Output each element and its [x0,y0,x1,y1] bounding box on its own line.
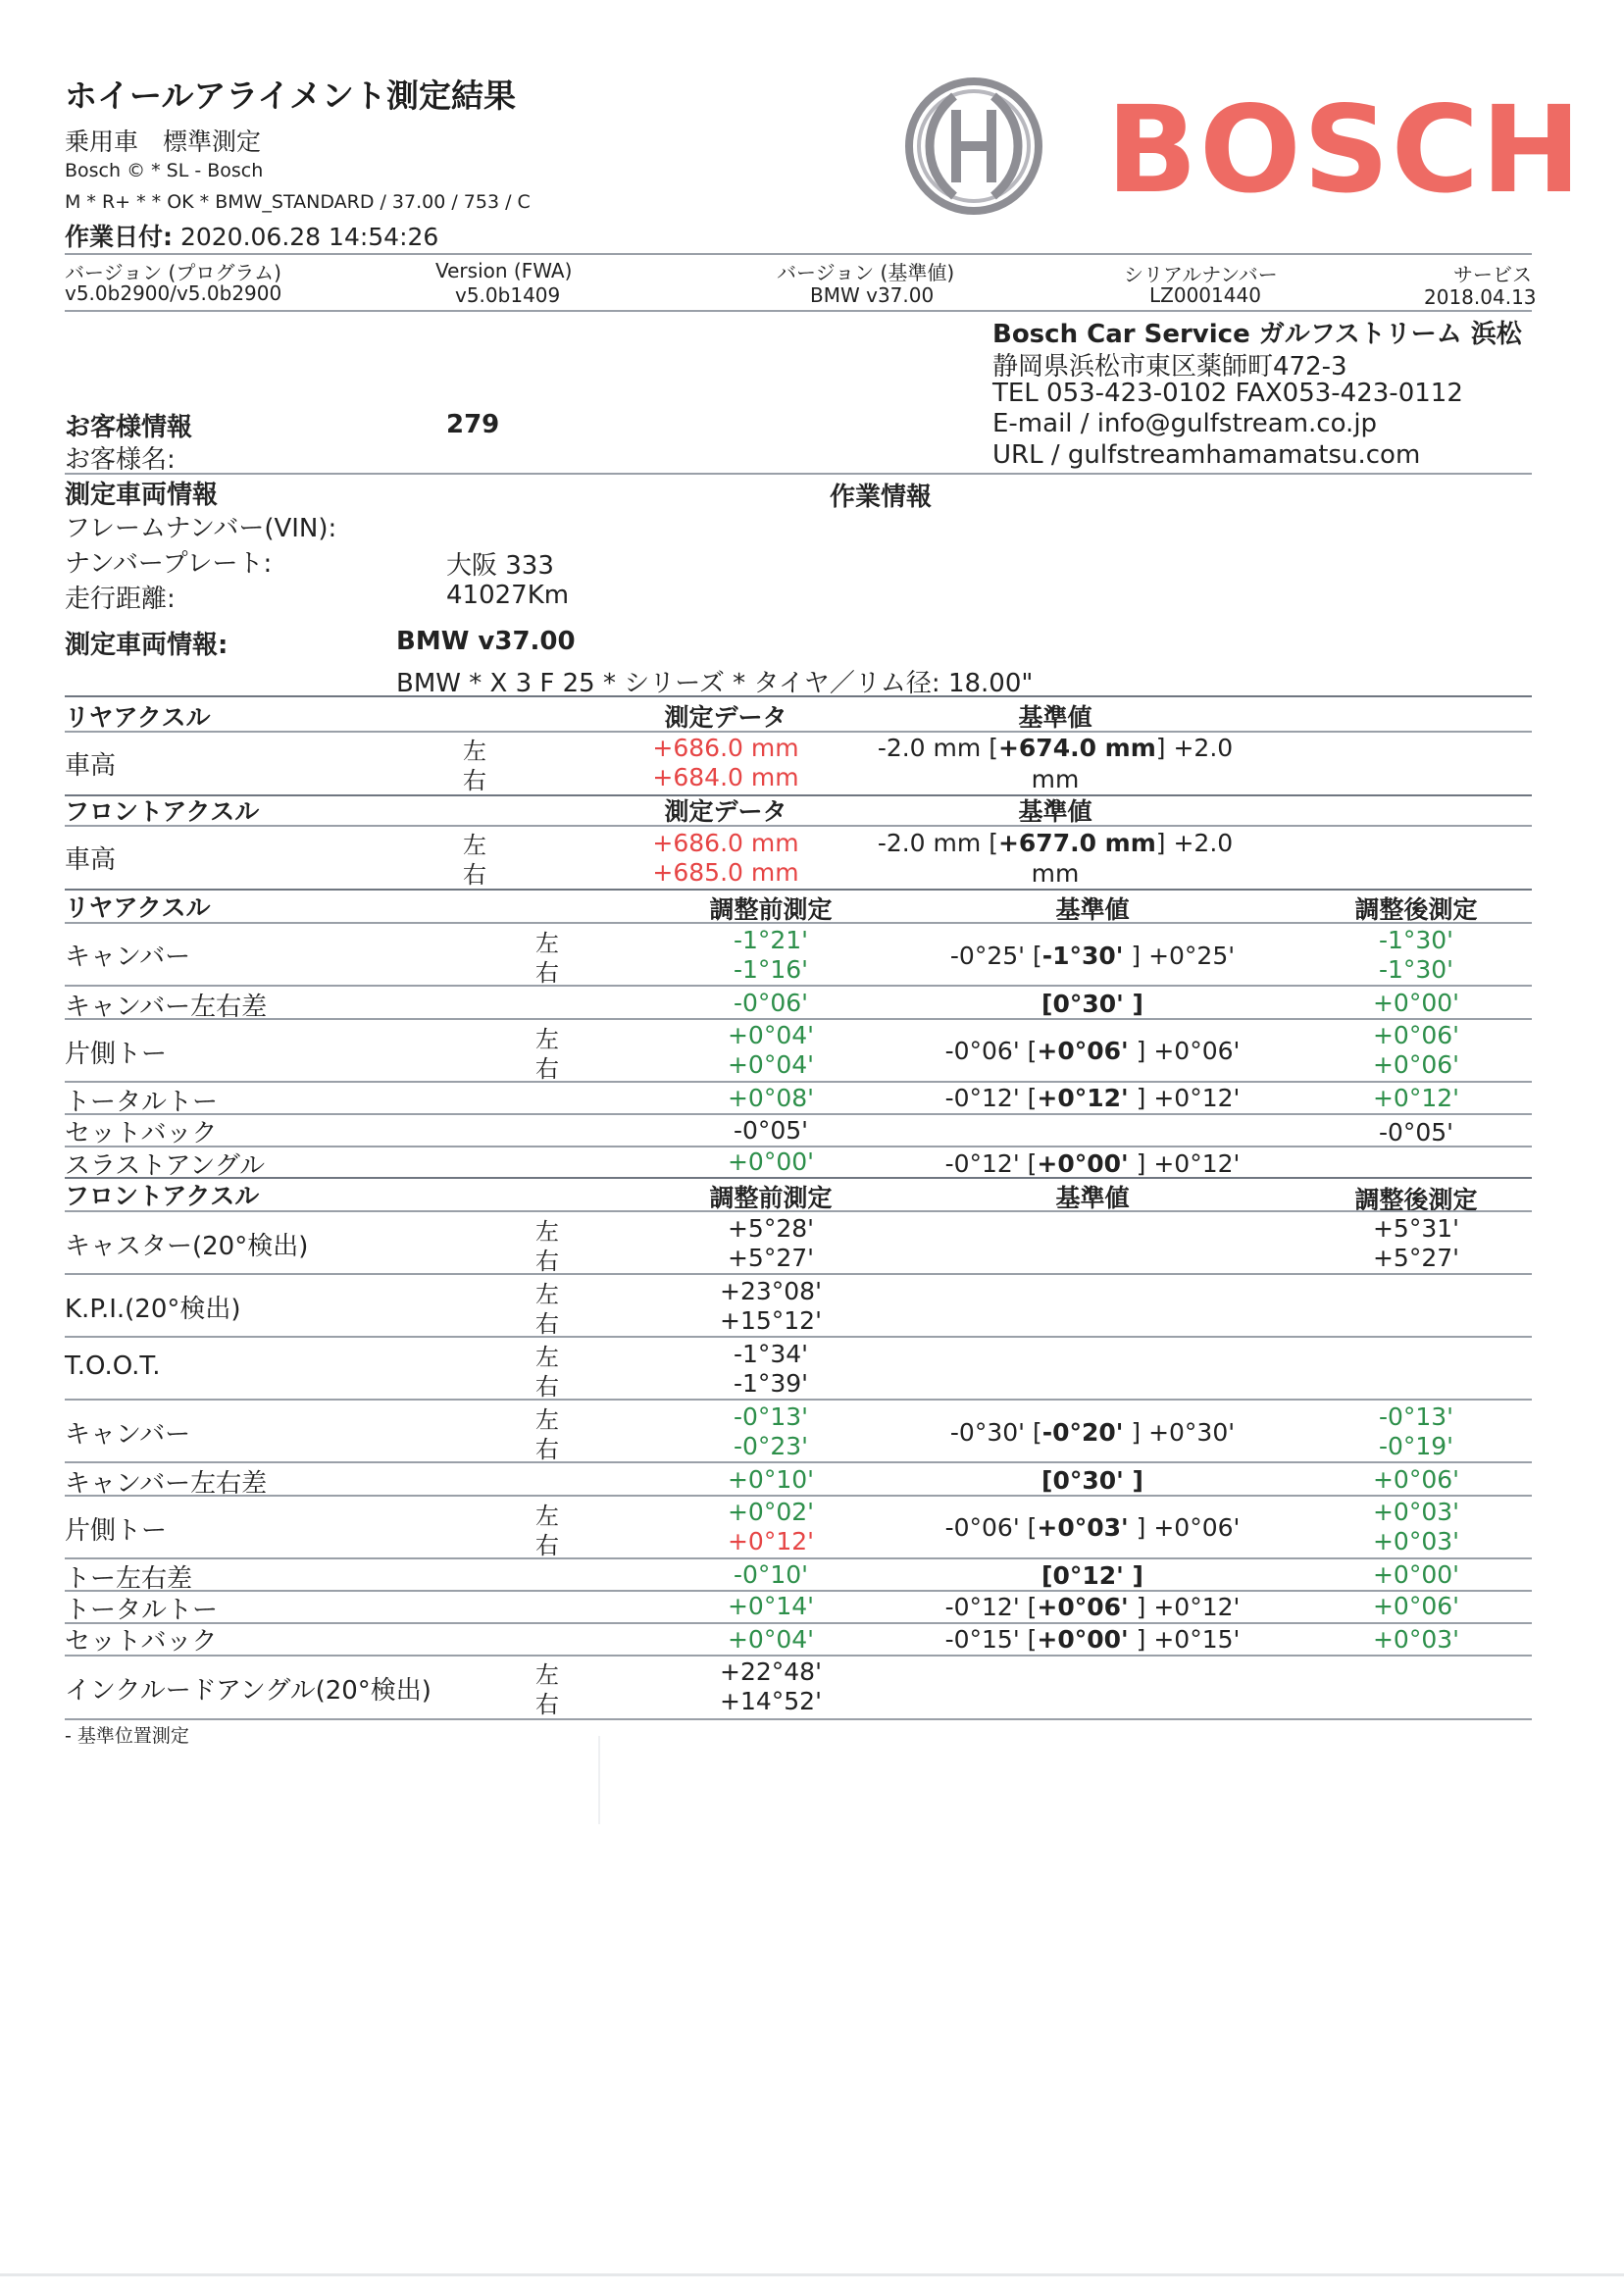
caster-label: キャスター(20°検出) [65,1232,309,1261]
col-spec: 基準値 [1018,797,1092,826]
front-camber-after-right: -0°19' [1378,1432,1454,1460]
front-height-spec [849,829,1261,857]
front-camber-diff-label: キャンバー左右差 [65,1469,268,1499]
divider [65,1557,1532,1559]
shop-url: URL / gulfstreamhamamatsu.com [992,440,1421,470]
rear-setback-after: -0°05' [1378,1118,1454,1147]
front-setback-spec [887,1625,1298,1654]
shop-tel: TEL 053-423-0102 FAX053-423-0112 [992,379,1463,408]
left-marker: 左 [535,930,559,957]
col-measured: 測定データ [664,703,787,732]
right-marker: 右 [463,861,486,889]
spec-min: -0°12' [ [944,1149,1038,1178]
spec-nominal: +674.0 mm [997,734,1156,762]
front-total-toe-after: +0°06' [1372,1592,1460,1620]
spec-max: ] +2.0 [1155,829,1234,857]
left-marker: 左 [463,738,486,765]
shop-name: Bosch Car Service ガルフストリーム 浜松 [992,320,1522,349]
caster-after-left: +5°31' [1372,1214,1460,1243]
rear-camber-before-left: -1°21' [733,926,809,954]
spec-nominal: -0°20' [1041,1418,1124,1447]
version-spec-label: バージョン (基準値) [777,261,955,284]
work-date-label: 作業日付: [65,223,173,251]
rear-height-spec-unit: mm [1031,765,1080,793]
front-toe-after-left: +0°03' [1372,1498,1460,1526]
spec-max: ] +0°12' [1128,1084,1241,1112]
right-marker: 右 [535,1532,559,1559]
col-before: 調整前測定 [709,1184,833,1212]
page-subtitle: 乗用車 標準測定 [65,127,262,156]
version-fwa-value: v5.0b1409 [455,283,561,307]
mileage-label: 走行距離: [65,585,176,614]
kpi-before-right: +15°12' [720,1306,822,1335]
rear-toe-label: 片側トー [65,1040,168,1069]
rear-height-left: +686.0 mm [652,734,799,762]
bosch-wordmark: BOSCH [1106,80,1584,220]
vehicle-spec-value: BMW v37.00 [396,627,576,656]
rear-camber-after-right: -1°30' [1378,955,1454,984]
col-spec: 基準値 [1055,895,1130,924]
thrust-angle-label: スラストアングル [65,1151,266,1181]
col-spec: 基準値 [1055,1184,1130,1212]
rear-toe-before-left: +0°04' [727,1021,815,1049]
footer-note: - 基準位置測定 [65,1725,189,1747]
spec-nominal: +0°00' [1037,1149,1129,1178]
divider [65,1336,1532,1338]
divider [65,695,1532,697]
front-camber-label: キャンバー [65,1420,191,1450]
right-marker: 右 [463,767,486,794]
front-toe-diff-spec: [0°12' ] [1041,1561,1143,1590]
front-camber-spec [887,1418,1298,1447]
front-camber-before-left: -0°13' [733,1402,809,1431]
caster-before-left: +5°28' [727,1214,815,1243]
version-spec-value: BMW v37.00 [810,283,935,307]
rear-axle-title: リヤアクスル [65,703,211,732]
vin-label: フレームナンバー(VIN): [65,514,337,543]
customer-name-label: お客様名: [65,445,176,475]
page-title: ホイールアライメント測定結果 [65,76,517,115]
col-after: 調整後測定 [1354,895,1478,924]
spec-nominal: +0°06' [1037,1593,1129,1621]
spec-nominal: +0°12' [1037,1084,1129,1112]
ride-height-label: 車高 [65,751,117,781]
divider [65,1273,1532,1275]
spec-max: ] +0°06' [1128,1037,1241,1065]
spec-max: ] +0°12' [1128,1593,1241,1621]
left-marker: 左 [535,1503,559,1530]
ride-height-label: 車高 [65,845,117,875]
rear-setback-before: -0°05' [733,1116,809,1145]
rear-axle-title: リヤアクスル [65,893,211,922]
rear-toe-spec [887,1037,1298,1065]
rear-total-toe-label: トータルトー [65,1088,219,1117]
front-total-toe-label: トータルトー [65,1596,219,1625]
scan-artifact [0,2273,1624,2276]
serial-number-value: LZ0001440 [1149,283,1261,307]
rear-camber-before-right: -1°16' [733,955,809,984]
divider [65,253,1532,255]
right-marker: 右 [535,1310,559,1338]
right-marker: 右 [535,959,559,987]
divider [65,1622,1532,1624]
divider [65,1461,1532,1463]
left-marker: 左 [535,1661,559,1689]
divider [65,985,1532,987]
right-marker: 右 [535,1055,559,1083]
divider [65,1655,1532,1657]
divider [65,922,1532,924]
service-date: 2018.04.13 [1424,285,1537,309]
right-marker: 右 [535,1436,559,1463]
rear-setback-label: セットバック [65,1119,218,1148]
included-angle-label: インクルードアングル(20°検出) [65,1676,431,1706]
rear-toe-after-left: +0°06' [1372,1021,1460,1049]
divider [65,1081,1532,1083]
divider [65,825,1532,827]
rear-height-spec [849,734,1261,762]
right-marker: 右 [535,1248,559,1275]
spec-min: -0°15' [ [944,1625,1038,1654]
spec-min: -2.0 mm [ [877,829,998,857]
front-toe-spec [887,1513,1298,1542]
divider [65,310,1532,312]
right-marker: 右 [535,1691,559,1718]
service-label: サービス [1453,263,1532,286]
caster-after-right: +5°27' [1372,1244,1460,1272]
thrust-angle-spec [887,1149,1298,1178]
serial-number-label: シリアルナンバー [1124,263,1278,286]
divider [65,1399,1532,1401]
rear-toe-after-right: +0°06' [1372,1050,1460,1079]
col-measured: 測定データ [664,797,787,826]
work-info-label: 作業情報 [830,483,933,512]
left-marker: 左 [535,1281,559,1308]
front-setback-label: セットバック [65,1627,218,1657]
left-marker: 左 [535,1344,559,1371]
front-axle-title: フロントアクスル [65,1182,260,1210]
spec-min: -0°12' [ [944,1593,1038,1621]
spec-min: -0°25' [ [949,942,1042,970]
divider [65,1210,1532,1212]
included-angle-before-right: +14°52' [720,1687,822,1715]
front-toe-label: 片側トー [65,1516,168,1546]
front-axle-title: フロントアクスル [65,797,260,826]
rear-camber-after-left: -1°30' [1378,926,1454,954]
toot-before-right: -1°39' [733,1369,809,1398]
spec-nominal: +677.0 mm [997,829,1156,857]
rear-total-toe-after: +0°12' [1372,1084,1460,1112]
plate-label: ナンバープレート: [65,549,273,579]
kpi-before-left: +23°08' [720,1277,822,1305]
mileage-value: 41027Km [446,581,570,610]
thrust-angle-before: +0°00' [727,1147,815,1176]
spec-max: ] +0°30' [1123,1418,1236,1447]
front-camber-diff-before: +0°10' [727,1465,815,1494]
toot-label: T.O.O.T. [65,1351,161,1381]
kpi-label: K.P.I.(20°検出) [65,1295,241,1324]
rear-total-toe-before: +0°08' [727,1084,815,1112]
rear-toe-before-right: +0°04' [727,1050,815,1079]
spec-min: -2.0 mm [ [877,734,998,762]
rear-camber-diff-spec: [0°30' ] [1041,990,1143,1018]
left-marker: 左 [535,1026,559,1053]
front-camber-after-left: -0°13' [1378,1402,1454,1431]
header-line-2: M * R+ * * OK * BMW_STANDARD / 37.00 / 753 / C [65,191,531,213]
left-marker: 左 [535,1218,559,1246]
version-fwa-label: Version (FWA) [435,259,573,282]
version-program-value: v5.0b2900/v5.0b2900 [65,281,282,305]
col-spec: 基準値 [1018,703,1092,732]
divider [65,1718,1532,1720]
spec-max: ] +0°12' [1128,1149,1241,1178]
divider [65,1495,1532,1497]
rear-camber-diff-label: キャンバー左右差 [65,993,268,1022]
right-marker: 右 [535,1373,559,1401]
front-setback-before: +0°04' [727,1625,815,1654]
rear-height-right: +684.0 mm [652,763,799,791]
front-height-right: +685.0 mm [652,858,799,887]
front-setback-after: +0°03' [1372,1625,1460,1654]
front-toe-before-left: +0°02' [727,1498,815,1526]
rear-camber-spec [887,942,1298,970]
vehicle-section-label: 測定車両情報 [65,481,219,510]
spec-nominal: -1°30' [1041,942,1124,970]
header-line-1: Bosch © * SL - Bosch [65,160,264,181]
front-toe-diff-after: +0°00' [1372,1560,1460,1589]
customer-info-value: 279 [446,410,500,439]
vehicle-spec-label: 測定車両情報: [65,631,228,660]
divider [65,1113,1532,1115]
left-marker: 左 [463,832,486,859]
spec-max: ] +0°06' [1128,1513,1241,1542]
caster-before-right: +5°27' [727,1244,815,1272]
spec-max: ] +0°25' [1123,942,1236,970]
shop-address: 静岡県浜松市東区薬師町472-3 [992,352,1347,382]
spec-min: -0°06' [ [944,1513,1038,1542]
front-height-left: +686.0 mm [652,829,799,857]
rear-total-toe-spec [887,1084,1298,1112]
work-date-value: 2020.06.28 14:54:26 [179,223,439,251]
divider [65,1018,1532,1020]
spec-nominal: +0°03' [1037,1513,1129,1542]
customer-info-label: お客様情報 [65,413,193,442]
spec-min: -0°06' [ [944,1037,1038,1065]
scan-artifact [598,1736,600,1824]
rear-camber-label: キャンバー [65,943,191,972]
work-date [65,218,438,253]
bosch-armature-logo [900,73,1047,224]
toot-before-left: -1°34' [733,1340,809,1368]
front-toe-diff-before: -0°10' [733,1560,809,1589]
divider [65,731,1532,733]
shop-email: E-mail / info@gulfstream.co.jp [992,409,1378,438]
front-camber-diff-spec: [0°30' ] [1041,1466,1143,1495]
spec-min: -0°30' [ [949,1418,1042,1447]
spec-min: -0°12' [ [944,1084,1038,1112]
front-camber-diff-after: +0°06' [1372,1465,1460,1494]
spec-max: ] +0°15' [1128,1625,1241,1654]
rear-camber-diff-after: +0°00' [1372,989,1460,1017]
front-height-spec-unit: mm [1031,859,1080,888]
front-camber-before-right: -0°23' [733,1432,809,1460]
front-toe-after-right: +0°03' [1372,1527,1460,1555]
col-before: 調整前測定 [709,895,833,924]
left-marker: 左 [535,1406,559,1434]
front-toe-before-right: +0°12' [727,1527,815,1555]
front-total-toe-spec [887,1593,1298,1621]
col-after: 調整後測定 [1354,1186,1478,1214]
spec-max: ] +2.0 [1155,734,1234,762]
vehicle-spec-desc: BMW * X 3 F 25 * シリーズ * タイヤ／リム径: 18.00" [396,669,1034,698]
front-total-toe-before: +0°14' [727,1592,815,1620]
plate-value: 大阪 333 [446,551,554,581]
rear-camber-diff-before: -0°06' [733,989,809,1017]
divider [65,473,1532,475]
included-angle-before-left: +22°48' [720,1657,822,1686]
version-program-label: バージョン (プログラム) [65,261,281,284]
spec-nominal: +0°00' [1037,1625,1129,1654]
spec-nominal: +0°06' [1037,1037,1129,1065]
front-toe-diff-label: トー左右差 [65,1564,193,1594]
